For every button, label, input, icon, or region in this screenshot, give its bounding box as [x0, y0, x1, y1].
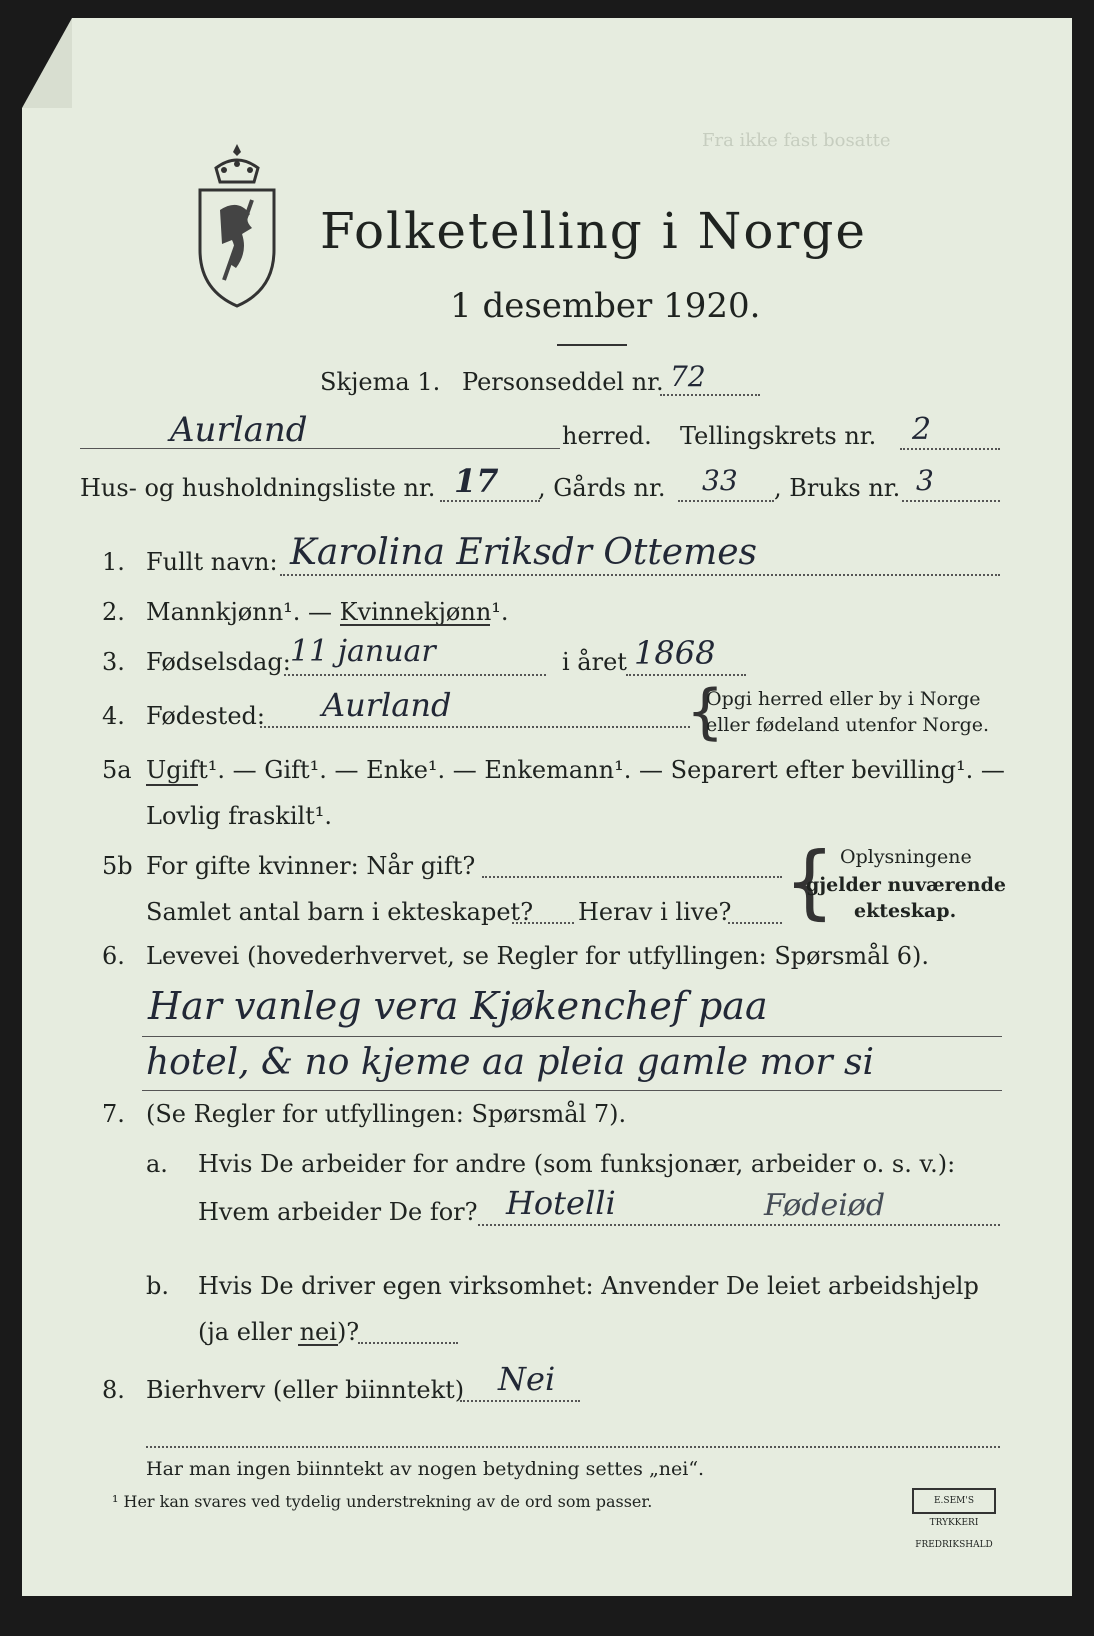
- kvinnekjonn-underline: [340, 624, 490, 626]
- side-income-field-line2: [146, 1446, 1000, 1448]
- hus-field-line: [440, 500, 540, 502]
- q7-number: 7.: [102, 1100, 125, 1128]
- employer-value: Hotelli: [506, 1184, 616, 1222]
- q3-label: Fødselsdag:: [146, 648, 291, 676]
- sex-options: Mannkjønn¹. — Kvinnekjønn¹.: [146, 598, 509, 626]
- marital-status-options-cont: Lovlig fraskilt¹.: [146, 802, 333, 830]
- folded-corner: [22, 18, 72, 108]
- occupation-value-line1: Har vanleg vera Kjøkenchef paa: [148, 984, 768, 1028]
- norwegian-coat-of-arms-icon: [194, 140, 280, 310]
- birth-year-field-line: [626, 674, 746, 676]
- hired-help-field-line: [358, 1342, 458, 1344]
- hired-help-label: (ja eller nei)?: [198, 1318, 360, 1346]
- bruks-field-line: [902, 500, 1000, 502]
- personseddel-field-line: [660, 394, 760, 396]
- form-title: Folketelling i Norge: [320, 202, 867, 260]
- bruks-label: , Bruks nr.: [774, 474, 901, 502]
- children-label: Samlet antal barn i ekteskapet?: [146, 898, 534, 926]
- q5b-brace: {: [784, 835, 835, 928]
- married-when-field-line: [482, 876, 782, 878]
- gards-label: , Gårds nr.: [538, 474, 666, 502]
- q8-label: Bierhverv (eller biinntekt): [146, 1376, 465, 1404]
- printer-stamp: E.SEM'S TRYKKERI FREDRIKSHALD: [912, 1488, 996, 1514]
- gards-field-line: [678, 500, 774, 502]
- q8-number: 8.: [102, 1376, 125, 1404]
- q4-number: 4.: [102, 702, 125, 730]
- census-form-sheet: [22, 18, 1072, 1596]
- skjema-label: Skjema 1.: [320, 368, 441, 396]
- side-income-value: Nei: [498, 1360, 556, 1398]
- hus-label: Hus- og husholdningsliste nr.: [80, 474, 436, 502]
- tellingskrets-label: Tellingskrets nr.: [680, 422, 877, 450]
- bruks-value: 3: [916, 464, 934, 497]
- occupation-field-line2: [142, 1090, 1002, 1091]
- q5b-note-line2: gjelder nuværende: [806, 874, 1006, 896]
- alive-label: Herav i live?: [578, 898, 732, 926]
- nei-underline: [298, 1344, 338, 1346]
- q4-note-line2: eller fødeland utenfor Norge.: [706, 714, 990, 736]
- herred-field-line: [80, 448, 560, 449]
- q1-number: 1.: [102, 548, 125, 576]
- birth-year-value: 1868: [634, 634, 716, 672]
- q4-brace: {: [686, 677, 725, 747]
- q5b-label: For gifte kvinner: Når gift?: [146, 852, 476, 880]
- herred-value: Aurland: [170, 410, 308, 450]
- birthday-field-line: [284, 674, 546, 676]
- q7-label: (Se Regler for utfyllingen: Spørsmål 7).: [146, 1100, 627, 1128]
- bleed-through-text: Fra ikke fast bosatte: [702, 130, 891, 151]
- year-label: i året: [562, 648, 627, 676]
- q4-note-line1: Opgi herred eller by i Norge: [706, 688, 981, 710]
- birthplace-value: Aurland: [322, 686, 452, 724]
- q5a-number: 5a: [102, 756, 132, 784]
- birthday-value: 11 januar: [290, 634, 436, 669]
- birthplace-field-line: [260, 726, 690, 728]
- alive-field-line: [728, 922, 782, 924]
- q7b-label: Hvis De driver egen virksomhet: Anvender De leiet arbeidshjelp: [198, 1272, 979, 1300]
- occupation-value-line2: hotel, & no kjeme aa pleia gamle mor si: [146, 1042, 874, 1083]
- personseddel-label: Personseddel nr.: [462, 368, 664, 396]
- marital-status-options: Ugift¹. — Gift¹. — Enke¹. — Enkemann¹. — Separert efter bevilling¹. —: [146, 756, 1005, 784]
- q1-field-line: [280, 574, 1000, 576]
- q2-number: 2.: [102, 598, 125, 626]
- q3-number: 3.: [102, 648, 125, 676]
- q6-number: 6.: [102, 942, 125, 970]
- q4-label: Fødested:: [146, 702, 265, 730]
- employer-label: Hvem arbeider De for?: [198, 1198, 478, 1226]
- q5b-note-line1: Oplysningene: [840, 846, 972, 868]
- employer-field-line: [478, 1224, 1000, 1226]
- footnote: ¹ Her kan svares ved tydelig understrekning av de ord som passer.: [112, 1492, 653, 1511]
- herred-label: herred.: [562, 422, 652, 450]
- occupation-field-line1: [142, 1036, 1002, 1037]
- side-income-field-line: [460, 1400, 580, 1402]
- tellingskrets-field-line: [900, 448, 1000, 450]
- hus-value: 17: [454, 462, 499, 500]
- note-text: Har man ingen biinntekt av nogen betydning settes „nei“.: [146, 1458, 705, 1480]
- tellingskrets-value: 2: [912, 412, 932, 447]
- children-field-line: [512, 922, 574, 924]
- q1-label: Fullt navn:: [146, 548, 278, 576]
- ugift-underline: [146, 784, 198, 786]
- gards-value: 33: [702, 464, 738, 497]
- q5b-number: 5b: [102, 852, 133, 880]
- personseddel-value: 72: [670, 360, 706, 393]
- full-name-value: Karolina Eriksdr Ottemes: [290, 532, 758, 573]
- title-divider: [557, 344, 627, 346]
- q7a-number: a.: [146, 1150, 168, 1178]
- q5b-note-line3: ekteskap.: [854, 900, 957, 922]
- census-date: 1 desember 1920.: [450, 286, 761, 326]
- q7a-label: Hvis De arbeider for andre (som funksjonær, arbeider o. s. v.):: [198, 1150, 956, 1178]
- employer-value-annotation: Fødeiød: [764, 1188, 886, 1223]
- q7b-number: b.: [146, 1272, 169, 1300]
- q6-label: Levevei (hovederhvervet, se Regler for utfyllingen: Spørsmål 6).: [146, 942, 930, 970]
